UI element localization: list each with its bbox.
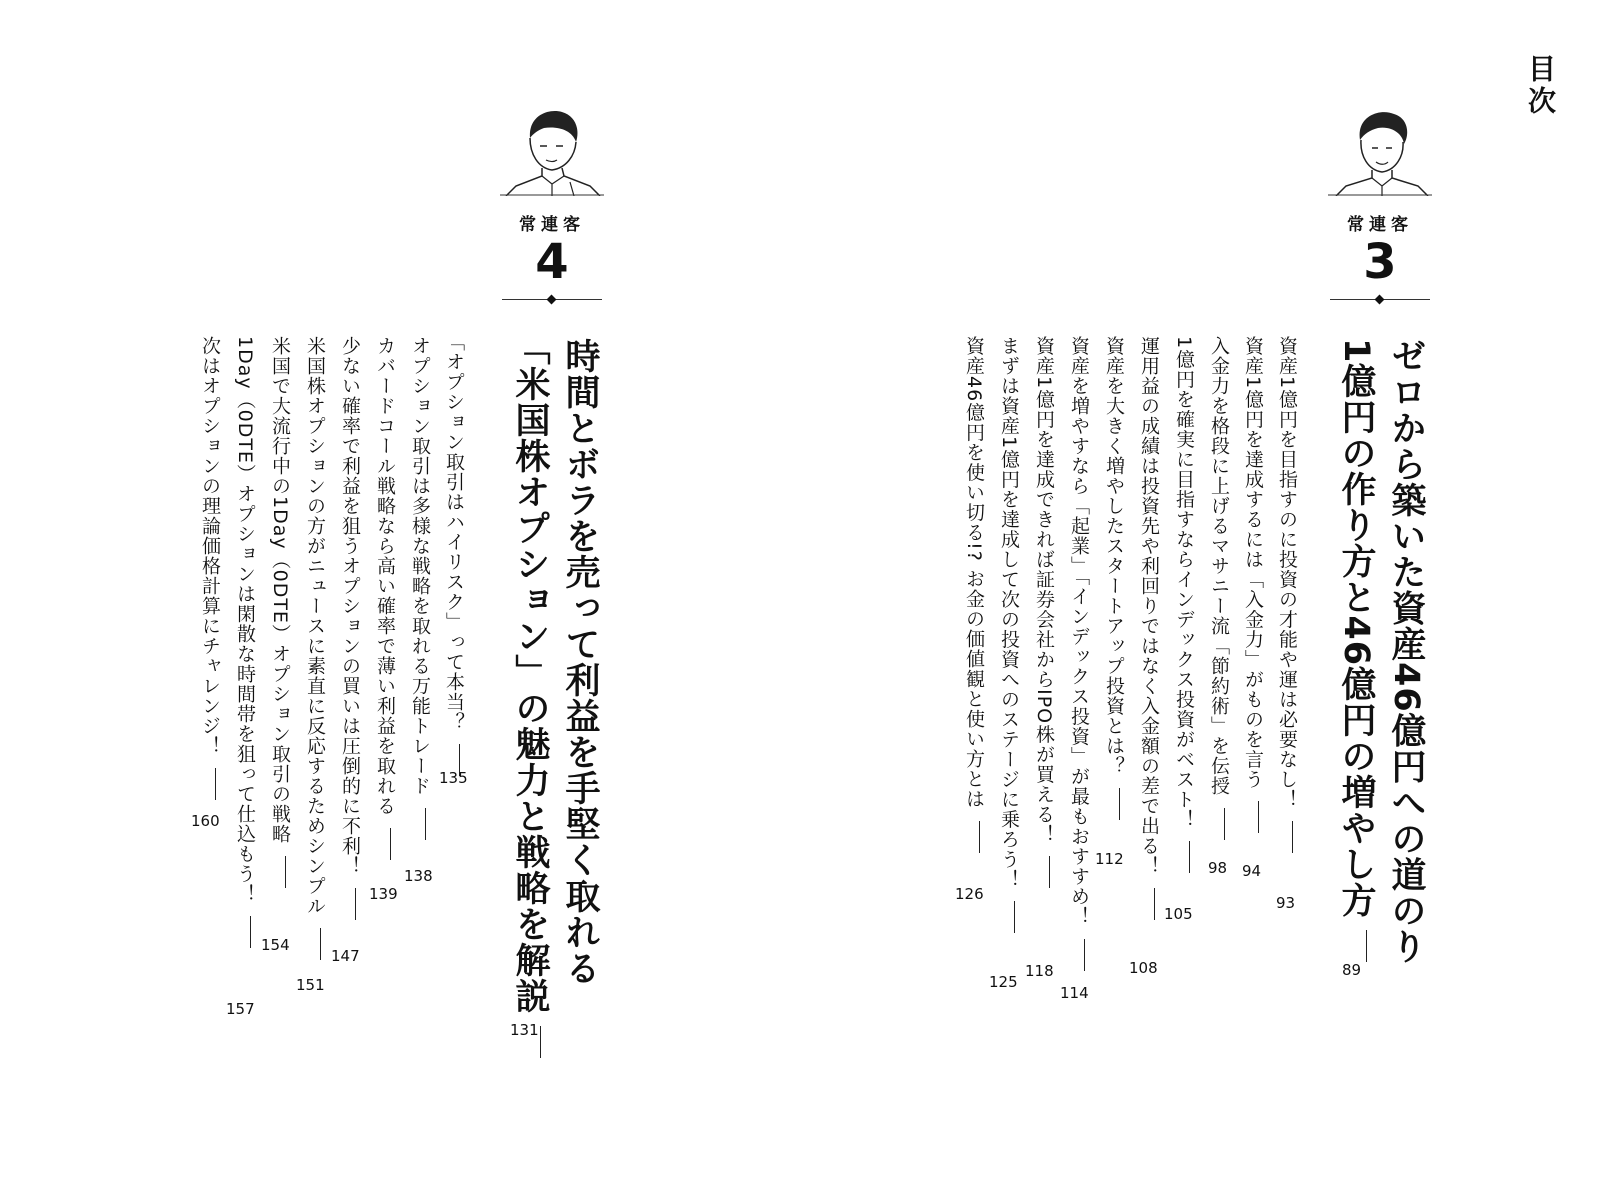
chapter-4-item-page: 139 (369, 885, 398, 903)
leader-line (1014, 901, 1015, 933)
leader-line (979, 821, 980, 853)
chapter-3-item-page: 94 (1242, 862, 1262, 880)
leader-line (215, 768, 216, 800)
chapter-3-item-page: 98 (1208, 859, 1228, 877)
chapter-4-item: 米国で大流行中の1Day（0DTE）オプション取引の戦略 (268, 336, 292, 888)
leader-line (1189, 841, 1190, 873)
customer-4-diamond (547, 295, 557, 305)
chapter-4-item-page: 154 (261, 936, 290, 954)
chapter-4-item-page: 160 (191, 812, 220, 830)
chapter-3-item-page: 105 (1164, 905, 1193, 923)
customer-4-portrait (500, 104, 604, 196)
chapter-3-item: まずは資産1億円を達成して次の投資へのステージに乗ろう！ (997, 336, 1021, 933)
leader-line (285, 856, 286, 888)
chapter-3-item-page: 118 (1025, 962, 1054, 980)
chapter-4-item: カバードコール戦略なら高い確率で薄い利益を取れる (373, 336, 397, 860)
leader-line (540, 1026, 541, 1058)
chapter-4-item-page: 135 (439, 769, 468, 787)
chapter-4-item: 少ない確率で利益を狙うオプションの買いは圧倒的に不利！ (338, 336, 362, 920)
customer-3-diamond (1375, 295, 1385, 305)
chapter-4-item-page: 147 (331, 947, 360, 965)
leader-line (1084, 939, 1085, 971)
chapter-3-item: 資産1億円を達成するには「入金力」がものを言う (1241, 336, 1265, 833)
customer-3-number: 3 (1363, 234, 1397, 290)
chapter-4-item: 次はオプションの理論価格計算にチャレンジ！ (198, 336, 222, 800)
customer-3-portrait (1328, 104, 1432, 196)
chapter-4-title-line-1: 時間とボラを売って利益を手堅く取れる (560, 338, 600, 986)
leader-line (1224, 808, 1225, 840)
chapter-3-item: 入金力を格段に上げるマサニー流「節約術」を伝授 (1207, 336, 1231, 840)
customer-4-label: 常連客 (519, 215, 585, 235)
chapter-3-item: 資産46億円を使い切る!? お金の価値観と使い方とは (962, 336, 986, 853)
chapter-3-item: 資産1億円を目指すのに投資の才能や運は必要なし！ (1275, 336, 1299, 853)
chapter-4-item: 1Day（0DTE）オプションは閑散な時間帯を狙って仕込もう！ (233, 336, 257, 948)
leader-line (1119, 788, 1120, 820)
chapter-3-item: 資産1億円を達成できれば証券会社からIPO株が買える！ (1032, 336, 1056, 888)
leader-line (1154, 888, 1155, 920)
chapter-3-title-line-1: ゼロから築いた資産46億円への道のり (1386, 338, 1426, 965)
chapter-3-item-page: 112 (1095, 850, 1124, 868)
leader-line (390, 828, 391, 860)
leader-line (425, 808, 426, 840)
chapter-4-item: 「オプション取引はハイリスク」って本当？ (442, 332, 466, 776)
toc-title: 目次 (1524, 54, 1557, 118)
chapter-4-item-page: 151 (296, 976, 325, 994)
chapter-4-title-line-2: 「米国株オプション」の魅力と戦略を解説 (510, 330, 550, 1058)
chapter-3-title-line-2: 1億円の作り方と46億円の増やし方 (1336, 338, 1376, 962)
leader-line (320, 928, 321, 960)
chapter-3-item: 運用益の成績は投資先や利回りではなく入金額の差で出る！ (1137, 336, 1161, 920)
chapter-3-title-page: 89 (1342, 961, 1362, 979)
customer-4-number: 4 (535, 234, 569, 290)
chapter-3-item: 資産を増やすなら「起業」「インデックス投資」が最もおすすめ！ (1067, 336, 1091, 971)
chapter-3-item-page: 126 (955, 885, 984, 903)
chapter-3-item: 資産を大きく増やしたスタートアップ投資とは？ (1102, 336, 1126, 820)
leader-line (1366, 930, 1367, 962)
chapter-4-item: オプション取引は多様な戦略を取れる万能トレード (408, 336, 432, 840)
leader-line (1049, 856, 1050, 888)
leader-line (355, 888, 356, 920)
chapter-3-item-page: 114 (1060, 984, 1089, 1002)
chapter-4-item-page: 138 (404, 867, 433, 885)
chapter-4-item: 米国株オプションの方がニュースに素直に反応するためシンプル (303, 336, 327, 960)
chapter-4-title-page: 131 (510, 1021, 539, 1039)
customer-3-label: 常連客 (1347, 215, 1413, 235)
chapter-3-item-page: 93 (1276, 894, 1296, 912)
chapter-3-item-page: 125 (989, 973, 1018, 991)
leader-line (1292, 821, 1293, 853)
leader-line (1258, 801, 1259, 833)
chapter-3-item-page: 108 (1129, 959, 1158, 977)
leader-line (250, 916, 251, 948)
chapter-3-item: 1億円を確実に目指すならインデックス投資がベスト！ (1172, 336, 1196, 873)
chapter-4-item-page: 157 (226, 1000, 255, 1018)
